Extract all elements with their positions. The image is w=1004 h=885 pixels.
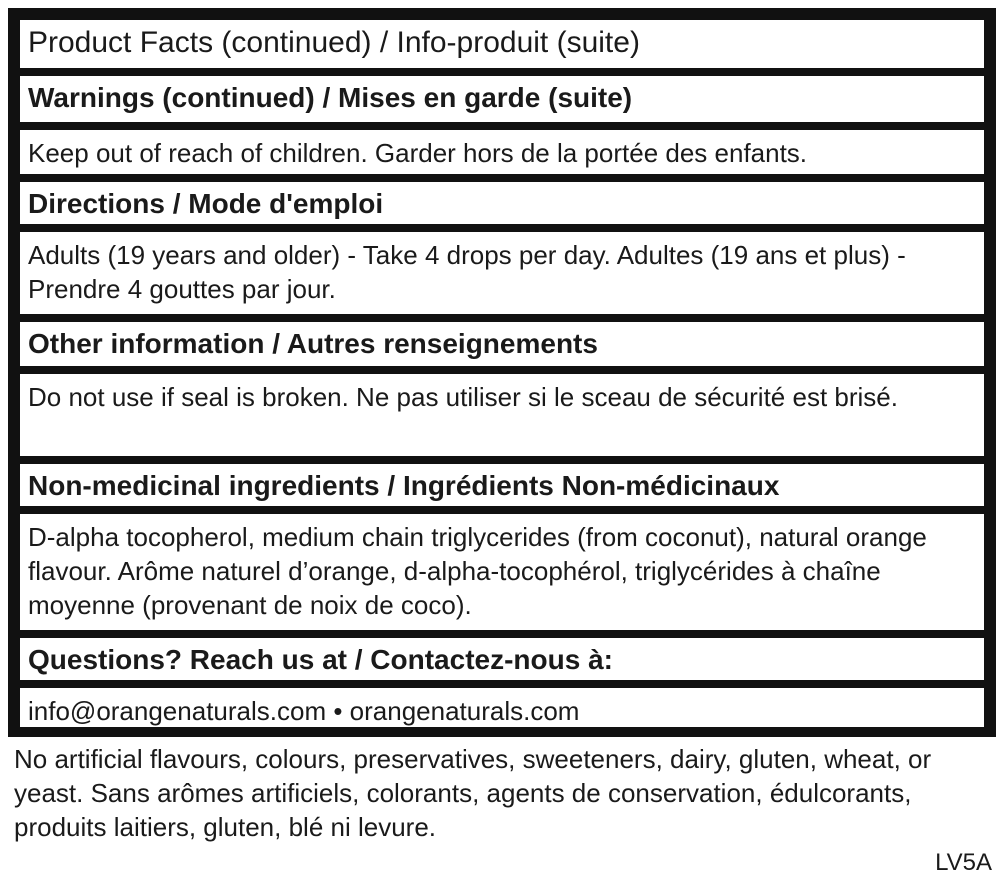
other-information-heading: Other information / Autres renseignements <box>18 320 986 368</box>
questions-heading: Questions? Reach us at / Contactez-nous à: <box>18 636 986 682</box>
panel-title: Product Facts (continued) / Info-produit (suite) <box>18 18 986 70</box>
other-information-text: Do not use if seal is broken. Ne pas utiliser si le sceau de sécurité est brisé. <box>18 372 986 458</box>
non-medicinal-ingredients-text: D-alpha tocopherol, medium chain triglycerides (from coconut), natural orange flavour. Arôme naturel d’orange, d-alpha-tocophérol, triglycérides à chaîne moyenne (provenant de noix de coco). <box>18 512 986 632</box>
product-facts-panel <box>8 8 996 737</box>
non-medicinal-ingredients-heading: Non-medicinal ingredients / Ingrédients Non-médicinaux <box>18 462 986 508</box>
directions-text: Adults (19 years and older) - Take 4 drops per day. Adultes (19 ans et plus) - Prendre 4 gouttes par jour. <box>18 230 986 316</box>
allergen-free-note: No artificial flavours, colours, preservatives, sweeteners, dairy, gluten, wheat, or yeast. Sans arômes artificiels, colorants, agents de conservation, édulcorants, produits laitiers, gluten, blé ni levure. <box>14 744 932 842</box>
contact-info: info@orangenaturals.com • orangenaturals.com <box>18 686 986 729</box>
warnings-text: Keep out of reach of children. Garder hors de la portée des enfants. <box>18 128 986 176</box>
warnings-heading: Warnings (continued) / Mises en garde (suite) <box>18 74 986 124</box>
label-code: LV5A <box>935 849 992 876</box>
directions-heading: Directions / Mode d'emploi <box>18 180 986 226</box>
